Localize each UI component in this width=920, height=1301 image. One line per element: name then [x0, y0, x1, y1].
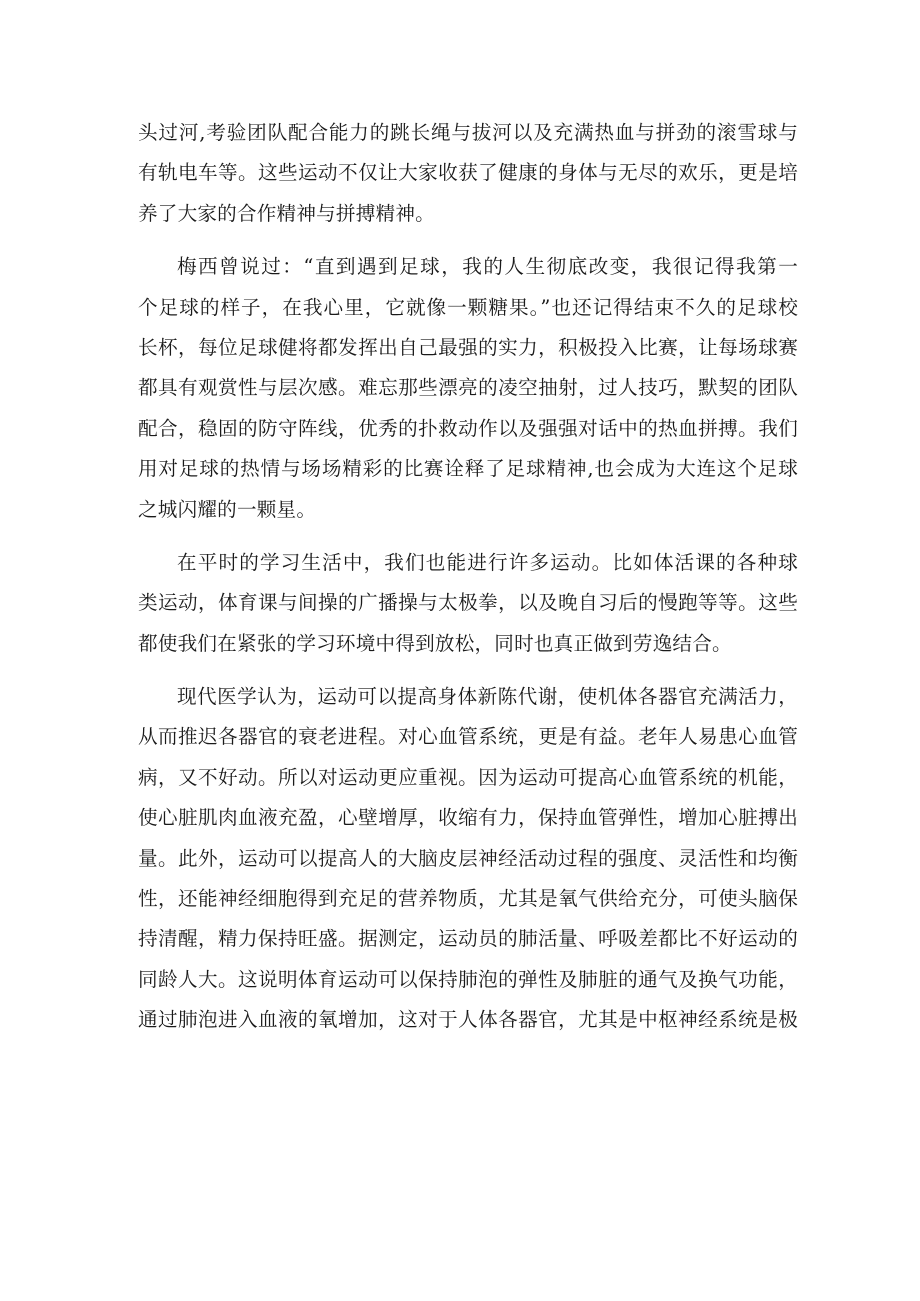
- text-line: 量。此外，运动可以提高人的大脑皮层神经活动过程的强度、灵活性和均衡: [138, 846, 798, 870]
- text-line: 个足球的样子，在我心里，它就像一颗糖果。”也还记得结束不久的足球校: [138, 295, 798, 319]
- text-line: 头过河,考验团队配合能力的跳长绳与拔河以及充满热血与拼劲的滚雪球与: [138, 121, 798, 144]
- text-line: 持清醒，精力保持旺盛。据测定，运动员的肺活量、呼吸差都比不好运动的: [138, 927, 798, 951]
- paragraph-2: [138, 247, 798, 530]
- text-line: 性，还能神经细胞得到充足的营养物质，尤其是氧气供给充分，可使头脑保: [138, 887, 798, 911]
- text-line: 梅西曾说过：“直到遇到足球，我的人生彻底改变，我很记得我第一: [177, 255, 798, 279]
- text-line: 养了大家的合作精神与拼搏精神。: [138, 201, 435, 225]
- text-line: 之城闪耀的一颗星。: [138, 497, 317, 521]
- text-line: 用对足球的热情与场场精彩的比赛诠释了足球精神,也会成为大连这个足球: [138, 457, 798, 481]
- text-line: 类运动，体育课与间操的广播操与太极拳，以及晚自习后的慢跑等等。这些: [138, 591, 798, 615]
- text-line: 长杯，每位足球健将都发挥出自己最强的实力，积极投入比赛，让每场球赛: [138, 335, 798, 359]
- text-line: 有轨电车等。这些运动不仅让大家收获了健康的身体与无尽的欢乐，更是培: [138, 161, 798, 185]
- text-line: 从而推迟各器官的衰老进程。对心血管系统，更是有益。老年人易患心血管: [138, 725, 798, 749]
- text-line: 都具有观赏性与层次感。难忘那些漂亮的凌空抽射，过人技巧，默契的团队: [138, 376, 798, 400]
- text-line: 病，又不好动。所以对运动更应重视。因为运动可提高心血管系统的机能，: [138, 765, 798, 789]
- text-line: 同龄人大。这说明体育运动可以保持肺泡的弹性及肺脏的通气及换气功能，: [138, 967, 798, 991]
- text-line: 通过肺泡进入血液的氧增加，这对于人体各器官，尤其是中枢神经系统是极: [138, 1008, 798, 1032]
- paragraph-3: [138, 543, 798, 664]
- paragraph-4: [138, 677, 798, 1041]
- text-line: 配合，稳固的防守阵线，优秀的扑救动作以及强强对话中的热血拼搏。我们: [138, 416, 798, 440]
- text-line: 使心脏肌肉血液充盈，心壁增厚，收缩有力，保持血管弹性，增加心脏搏出: [138, 806, 798, 830]
- text-line: 在平时的学习生活中，我们也能进行许多运动。比如体活课的各种球: [177, 550, 798, 574]
- document-page: [138, 113, 798, 1054]
- text-line: 现代医学认为，运动可以提高身体新陈代谢，使机体各器官充满活力，: [177, 685, 798, 709]
- text-line: 都使我们在紧张的学习环境中得到放松，同时也真正做到劳逸结合。: [138, 631, 732, 655]
- paragraph-1: [138, 113, 798, 234]
